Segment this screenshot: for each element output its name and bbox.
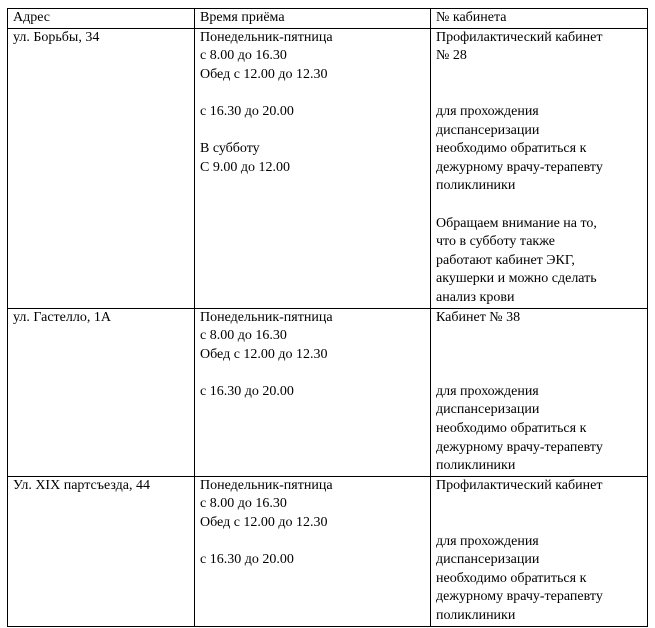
hours-cell bbox=[195, 28, 431, 308]
hours-line: Понедельник-пятница bbox=[200, 309, 333, 325]
hours-line: В субботу bbox=[200, 141, 260, 157]
room-gap bbox=[436, 84, 643, 103]
hours-line: Обед с 12.00 до 12.30 bbox=[200, 515, 328, 531]
room-line: Профилактический кабинет bbox=[436, 29, 603, 45]
hours-line: Обед с 12.00 до 12.30 bbox=[200, 66, 328, 82]
room-line: дежурному врачу-терапевту bbox=[436, 439, 603, 455]
room-line: необходимо обратиться к bbox=[436, 570, 587, 586]
room-line: диспансеризации bbox=[436, 122, 540, 138]
room-line: необходимо обратиться к bbox=[436, 421, 587, 437]
room-gap bbox=[436, 196, 643, 215]
hours-line: с 16.30 до 20.00 bbox=[200, 552, 294, 568]
room-gap bbox=[436, 327, 643, 346]
header-hours: Время приёма bbox=[195, 9, 431, 29]
table-row bbox=[8, 476, 648, 626]
hours-gap bbox=[200, 84, 426, 103]
hours-gap bbox=[200, 533, 426, 552]
header-address: Адрес bbox=[8, 9, 195, 29]
hours-line: с 8.00 до 16.30 bbox=[200, 328, 287, 344]
room-gap bbox=[436, 495, 643, 514]
hours-cell bbox=[195, 476, 431, 626]
table-row bbox=[8, 28, 648, 308]
room-line: анализ крови bbox=[436, 289, 515, 305]
hours-line: с 8.00 до 16.30 bbox=[200, 48, 287, 64]
hours-line: с 16.30 до 20.00 bbox=[200, 103, 294, 119]
address-cell: Ул. XIX партсъезда, 44 bbox=[8, 476, 195, 626]
hours-line: Понедельник-пятница bbox=[200, 477, 333, 493]
room-line: поликлиники bbox=[436, 458, 516, 474]
hours-line: Обед с 12.00 до 12.30 bbox=[200, 346, 328, 362]
room-gap bbox=[436, 514, 643, 533]
room-line: Кабинет № 38 bbox=[436, 309, 521, 325]
room-line: дежурному врачу-терапевту bbox=[436, 159, 603, 175]
room-line: необходимо обратиться к bbox=[436, 141, 587, 157]
room-line: Обращаем внимание на то, bbox=[436, 215, 597, 231]
room-line: дежурному врачу-терапевту bbox=[436, 589, 603, 605]
room-cell bbox=[431, 28, 648, 308]
room-line: № 28 bbox=[436, 48, 467, 64]
room-line: что в субботу также bbox=[436, 234, 555, 250]
room-line: работают кабинет ЭКГ, bbox=[436, 252, 575, 268]
room-gap bbox=[436, 346, 643, 365]
room-line: для прохождения bbox=[436, 383, 539, 399]
hours-line: С 9.00 до 12.00 bbox=[200, 159, 290, 175]
room-line: для прохождения bbox=[436, 103, 539, 119]
room-cell bbox=[431, 308, 648, 476]
room-gap bbox=[436, 66, 643, 85]
room-line: диспансеризации bbox=[436, 552, 540, 568]
hours-gap bbox=[200, 364, 426, 383]
schedule-table bbox=[7, 8, 648, 627]
address-cell: ул. Гастелло, 1А bbox=[8, 308, 195, 476]
room-gap bbox=[436, 364, 643, 383]
room-line: поликлиники bbox=[436, 608, 516, 623]
hours-gap bbox=[200, 122, 426, 141]
address-cell: ул. Борьбы, 34 bbox=[8, 28, 195, 308]
room-line: для прохождения bbox=[436, 533, 539, 549]
room-line: диспансеризации bbox=[436, 402, 540, 418]
room-line: поликлиники bbox=[436, 178, 516, 194]
hours-line: с 8.00 до 16.30 bbox=[200, 496, 287, 512]
header-room: № кабинета bbox=[431, 9, 648, 29]
room-line: Профилактический кабинет bbox=[436, 477, 603, 493]
room-line: акушерки и можно сделать bbox=[436, 271, 597, 287]
hours-line: Понедельник-пятница bbox=[200, 29, 333, 45]
hours-cell bbox=[195, 308, 431, 476]
table-header-row bbox=[8, 9, 648, 29]
table-row bbox=[8, 308, 648, 476]
hours-line: с 16.30 до 20.00 bbox=[200, 383, 294, 399]
room-cell bbox=[431, 476, 648, 626]
